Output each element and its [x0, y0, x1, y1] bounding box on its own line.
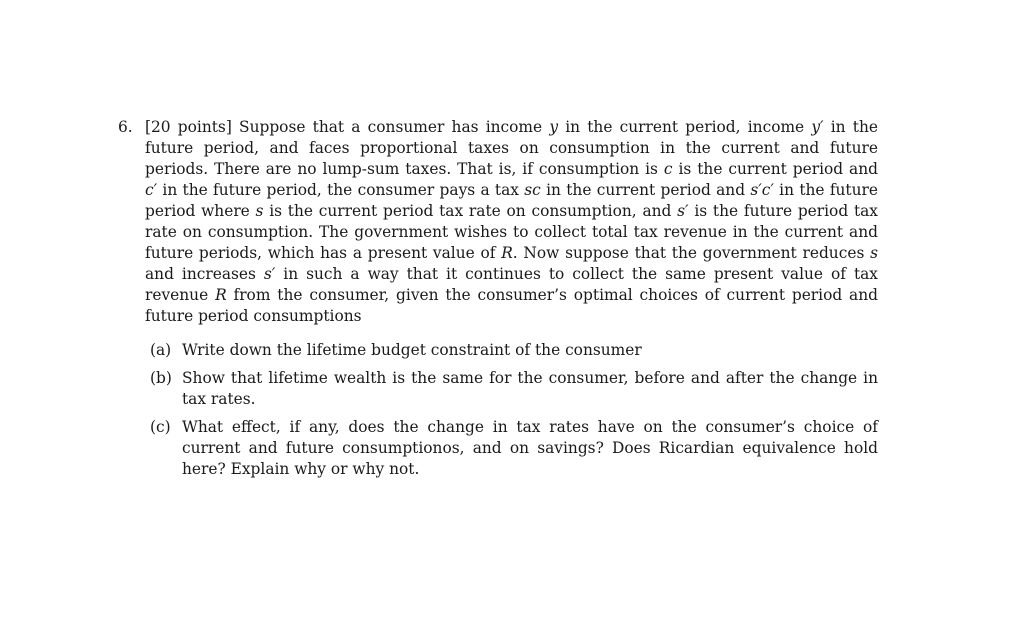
question-parts — [118, 340, 878, 480]
math-var: s — [870, 244, 878, 262]
math-var: c′ — [145, 181, 158, 199]
part-text: Write down the lifetime budget constraint of the consumer — [182, 341, 642, 359]
text-segment: is the current period and — [672, 160, 878, 178]
text-segment: in the future period, the consumer pays a tax — [157, 181, 525, 199]
text-segment: . Now suppose that the government reduces — [512, 244, 871, 262]
part-text: Show that lifetime wealth is the same for the consumer, before and after the change in tax rates. — [182, 369, 878, 408]
math-var: s′ — [263, 265, 276, 283]
part-label: (a) — [150, 341, 172, 359]
text-segment: Suppose that a consumer has income — [231, 118, 550, 136]
question-text — [118, 117, 878, 327]
part-text: What effect, if any, does the change in tax rates have on the consumer’s choice of current and future consumptionos, and on savings? Does Ricardian equivalence hold here? Explain why or why not. — [182, 418, 878, 478]
math-var: s′c′ — [750, 181, 774, 199]
text-segment: and increases — [145, 265, 264, 283]
math-var: sc — [524, 181, 541, 199]
problem-6 — [118, 117, 878, 487]
text-segment: is the future period tax rate on consumption. The government wishes to collect total tax revenue in the current and future periods, which has a present value of — [145, 202, 878, 262]
text-segment: is the current period tax rate on consumption, and — [263, 202, 678, 220]
question-points: [20 points] — [145, 118, 232, 136]
math-var: R — [501, 244, 513, 262]
math-var: s′ — [677, 202, 689, 220]
math-var: s — [255, 202, 264, 220]
part-b — [145, 368, 878, 410]
text-segment: in such a way that it continues to collect the same present value of tax revenue — [145, 265, 878, 304]
text-segment: in the current period, income — [558, 118, 812, 136]
text-segment: from the consumer, given the consumer’s optimal choices of current period and future period consumptions — [145, 286, 879, 325]
math-var: y′ — [811, 118, 824, 136]
math-var: c — [663, 160, 673, 178]
part-a — [145, 340, 878, 361]
part-label: (b) — [150, 369, 172, 387]
text-segment: in the current period and — [540, 181, 751, 199]
text-segment: in the future period where — [145, 181, 878, 220]
part-label: (c) — [150, 418, 171, 436]
part-c — [145, 417, 878, 480]
text-segment: in the future period, and faces proportional taxes on consumption in the current and future periods. There are no lump-sum taxes. That is, if consumption is — [145, 118, 878, 178]
question-number: 6. — [118, 118, 133, 136]
math-var: y — [549, 118, 559, 136]
math-var: R — [215, 286, 227, 304]
